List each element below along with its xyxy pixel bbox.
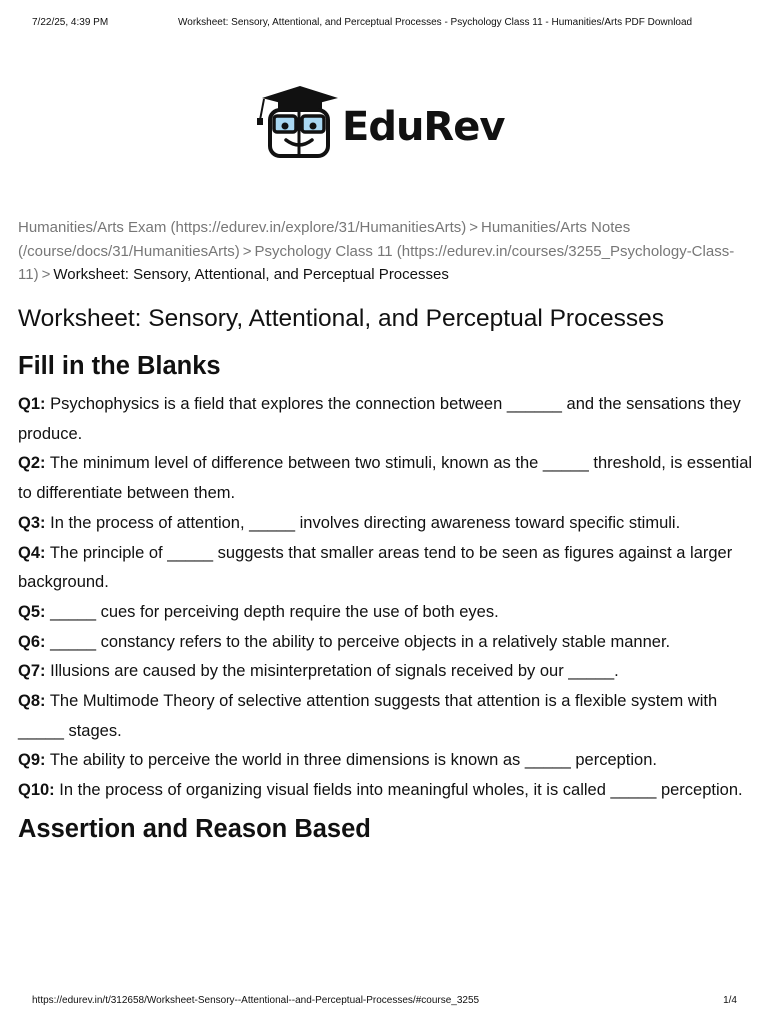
print-footer-url: https://edurev.in/t/312658/Worksheet-Sensory--Attentional--and-Perceptual-Processes/#course_3255 [32, 995, 480, 1006]
question-label: Q2: [18, 454, 46, 473]
breadcrumb-link-psychology-class-11[interactable]: Psychology Class 11 (https://edurev.in/courses/3255_Psychology-Class-11) [18, 242, 735, 283]
print-page-number: 1/4 [723, 995, 737, 1006]
question-item [18, 509, 754, 539]
section-heading-fill-in-the-blanks: Fill in the Blanks [18, 352, 221, 380]
question-label: Q3: [18, 513, 46, 532]
graduate-mascot-icon [256, 84, 340, 158]
question-item [18, 390, 754, 449]
main-content [18, 302, 754, 846]
edurev-logo[interactable] [256, 84, 516, 160]
question-text: The minimum level of difference between two stimuli, known as the _____ threshold, is essential to differentiate between them. [18, 454, 753, 503]
question-label: Q10: [18, 781, 55, 800]
question-item [18, 449, 754, 508]
logo-wordmark: EduRev [342, 104, 505, 150]
question-item [18, 657, 754, 687]
question-list [18, 390, 754, 806]
breadcrumb-link-humanities-notes[interactable]: Humanities/Arts Notes (/course/docs/31/HumanitiesArts) [18, 219, 631, 260]
breadcrumb [18, 216, 750, 287]
question-text: In the process of attention, _____ involves directing awareness toward specific stimuli. [50, 513, 681, 532]
question-label: Q4: [18, 543, 46, 562]
question-text: _____ constancy refers to the ability to perceive objects in a relatively stable manner. [50, 632, 671, 651]
breadcrumb-separator: > [242, 242, 252, 260]
question-label: Q7: [18, 662, 46, 681]
question-item [18, 628, 754, 658]
breadcrumb-link-humanities-exam[interactable]: Humanities/Arts Exam (https://edurev.in/explore/31/HumanitiesArts) [18, 219, 467, 236]
breadcrumb-separator: > [469, 219, 478, 236]
question-item [18, 598, 754, 628]
question-item [18, 746, 754, 776]
question-text: Psychophysics is a field that explores the connection between ______ and the sensations they produce. [18, 395, 741, 443]
question-label: Q6: [18, 632, 46, 651]
print-date: 7/22/25, 4:39 PM [32, 17, 109, 28]
question-text: The Multimode Theory of selective attention suggests that attention is a flexible system with _____ stages. [18, 692, 718, 740]
question-text: In the process of organizing visual fields into meaningful wholes, it is called _____ perception. [59, 781, 743, 800]
question-label: Q9: [18, 751, 46, 770]
question-text: Illusions are caused by the misinterpretation of signals received by our _____. [50, 662, 619, 681]
question-text: The ability to perceive the world in three dimensions is known as _____ perception. [49, 751, 657, 770]
question-label: Q8: [18, 692, 46, 711]
print-footer [0, 992, 768, 1012]
breadcrumb-separator: > [41, 266, 51, 283]
question-item [18, 687, 754, 746]
question-item [18, 539, 754, 598]
question-label: Q5: [18, 602, 46, 621]
question-text: The principle of _____ suggests that smaller areas tend to be seen as figures against a larger background. [18, 543, 733, 592]
page-title: Worksheet: Sensory, Attentional, and Perceptual Processes [18, 305, 664, 332]
section-heading-assertion-reason: Assertion and Reason Based [18, 814, 371, 843]
print-header [0, 0, 768, 46]
question-label: Q1: [18, 395, 46, 413]
breadcrumb-current: Worksheet: Sensory, Attentional, and Perceptual Processes [53, 266, 449, 283]
question-item [18, 776, 754, 806]
question-text: _____ cues for perceiving depth require the use of both eyes. [50, 602, 499, 621]
print-page-title: Worksheet: Sensory, Attentional, and Perceptual Processes - Psychology Class 11 - Humanities/Arts PDF Download [178, 17, 693, 28]
